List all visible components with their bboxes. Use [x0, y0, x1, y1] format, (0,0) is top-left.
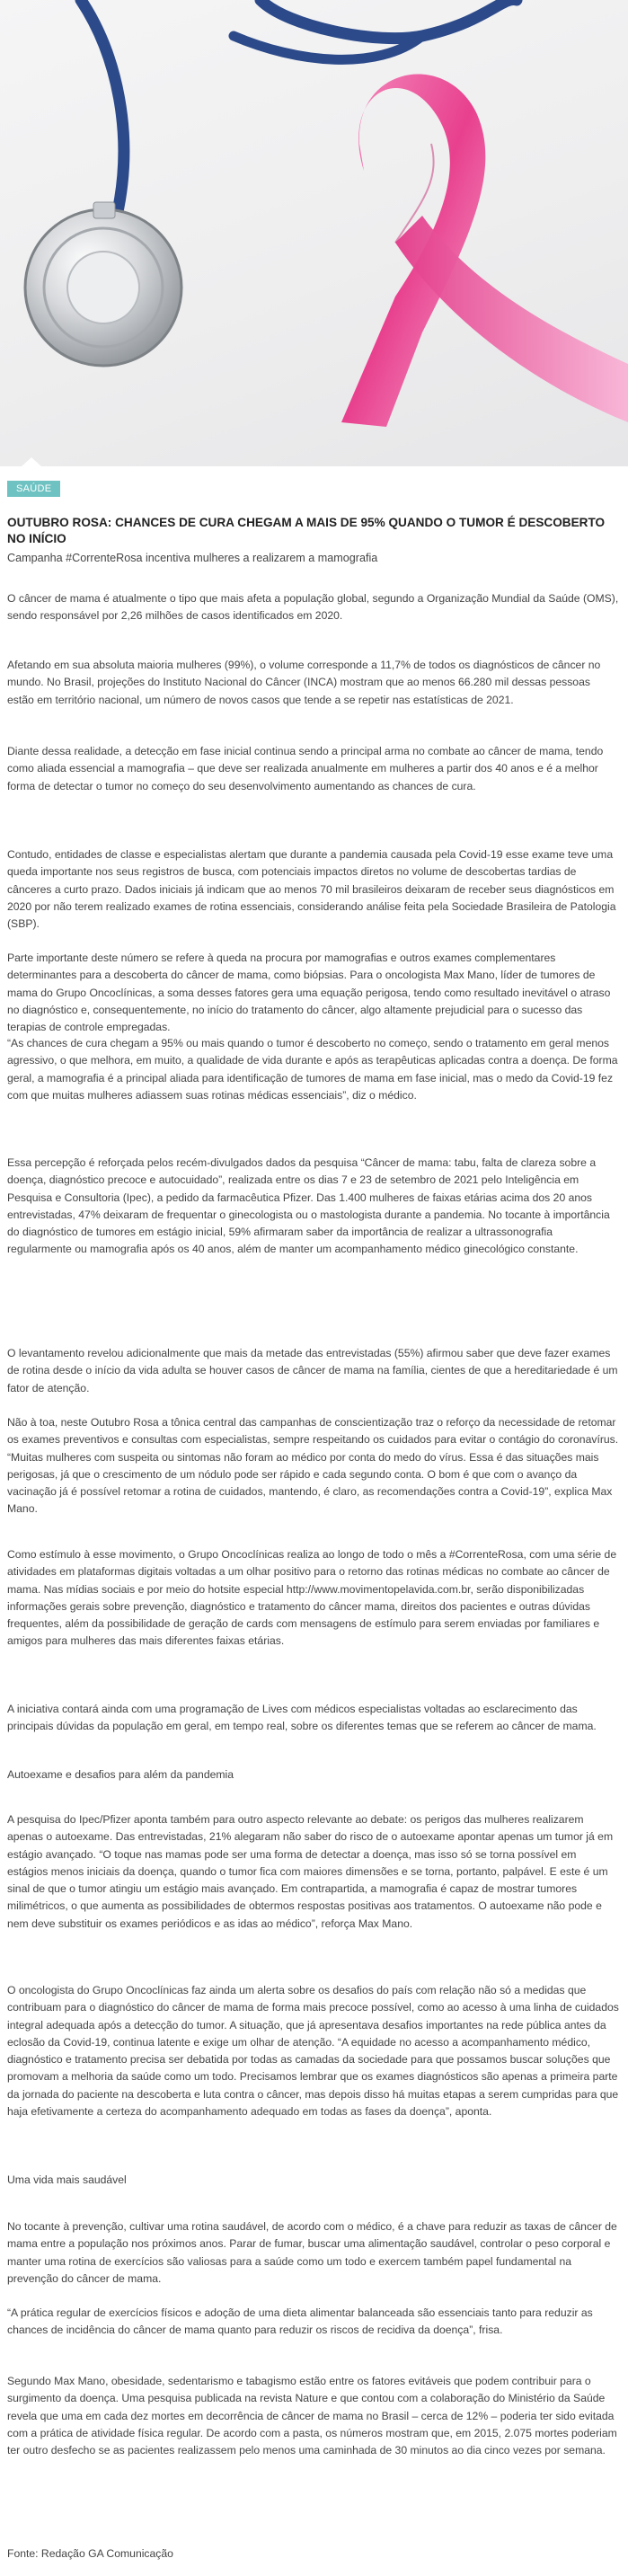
stethoscope-tube [81, 0, 124, 216]
paragraph-4: Contudo, entidades de classe e especialistas alertam que durante a pandemia causada pela Covid-19 esse exame teve uma queda importante nos seus registros de busca, com potenciais impactos diretos no volume de descobertas tardias de cânceres a curto prazo. Dados iniciais já indicam que ao menos 70 mil brasileiros deixaram de receber seus diagnósticos em 2020 por não terem realizado exames de rotina essenciais, considerando análise feita pela Sociedade Brasileira de Patologia (SBP). [7, 848, 616, 931]
paragraph-6: “As chances de cura chegam a 95% ou mais quando o tumor é descoberto no começo, sendo o tratamento em geral menos agressivo, o que melhora, em muito, a qualidade de vida durante e após as terapêuticas aplicadas contra a doença. De forma geral, a mamografia é a principal aliada para identificação de tumores de mama em fase inicial, mas o medo da Covid-19 fez com que muitas mulheres adiassem suas rotinas médicas essenciais”, diz o médico. [7, 1037, 618, 1102]
paragraph-9: Não à toa, neste Outubro Rosa a tônica central das campanhas de conscientização traz o reforço da necessidade de retomar os exames preventivos e consultas com especialistas, sempre respeitando os cuidados para evitar o contágio do coronavírus. “Muitas mulheres com suspeita ou sintomas não foram ao médico por conta do medo do vírus. Essa é das situações mais perigosas, já que o crescimento de um nódulo pode ser rápido e cada segundo conta. O bom é que com o avanço da vacinação já é possível retomar a rotina de cuidados, mantendo, é claro, as recomendações contra a Covid-19”, explica Max Mano. [7, 1416, 619, 1516]
article-subtitle: Campanha #CorrenteRosa incentiva mulheres a realizarem a mamografia [7, 552, 378, 564]
paragraph-15: “A prática regular de exercícios físicos e adoção de uma dieta alimentar balanceada são essenciais tanto para reduzir as chances de incidência do câncer de mama quanto para reduzir os riscos de recidiva da doença”, frisa. [7, 2306, 593, 2337]
paragraph-8: O levantamento revelou adicionalmente que mais da metade das entrevistadas (55%) afirmou saber que deve fazer exames de rotina desde o início da vida adulta se houver casos de câncer de mama na família, cientes de que a hereditariedade é um fator de atenção. [7, 1347, 618, 1394]
pink-ribbon-icon [341, 75, 628, 427]
article-source: Fonte: Redação GA Comunicação [7, 2547, 173, 2560]
paragraph-16: Segundo Max Mano, obesidade, sedentarismo e tabagismo estão entre os fatores evitáveis que podem contribuir para o surgimento da doença. Uma pesquisa publicada na revista Nature e que contou com a colaboração do Ministério da Saúde revela que uma em cada dez mortes em decorrência de câncer de mama no Brasil – cerca de 12% – poderia ter sido evitada com a prática de atividade física regular. De acordo com a pasta, os números mostram que, em 2015, 2.075 mortes poderiam ter outro desfecho se as pacientes realizassem pelo menos uma caminhada de 30 minutos ao dia cinco vezes por semana. [7, 2375, 617, 2457]
category-tag[interactable]: SAÚDE [7, 481, 60, 497]
paragraph-11: A iniciativa contará ainda com uma programação de Lives com médicos especialistas voltadas ao esclarecimento das principais dúvidas da população em geral, em tempo real, sobre os diferentes temas que se referem ao câncer de mama. [7, 1703, 597, 1733]
image-caption-arrow [22, 457, 41, 466]
paragraph-12: A pesquisa do Ipec/Pfizer aponta também para outro aspecto relevante ao debate: os perigos das mulheres realizarem apenas o autoexame. Das entrevistadas, 21% alegaram não saber do risco de o autoexame apontar apenas um tumor já em estágio avançado. “O toque nas mamas pode ser uma forma de detectar a doença, mas isso só se torna possível em estágios menos iniciais da doença, quando o tumor fica com maiores dimensões e se torna, portanto, palpável. E este é um sinal de que o tumor atingiu um estágio mais avançado. Em contrapartida, a mamografia é capaz de mostrar tumores milimétricos, o que aumenta as possibilidades de obtermos respostas positivas aos tratamentos. O autoexame não pode e nem deve substituir os exames periódicos e as idas ao médico”, reforça Max Mano. [7, 1813, 614, 1930]
hero-image [0, 0, 628, 466]
paragraph-10: Como estímulo à esse movimento, o Grupo Oncoclínicas realiza ao longo de todo o mês a #CorrenteRosa, com uma série de atividades em plataformas digitais voltadas a um olhar positivo para o retorno das rotinas médicas no combate ao câncer de mama. Nas mídias sociais e por meio do hotsite especial http://www.movimentopelavida.com.br, serão disponibilizadas informações gerais sobre prevenção, diagnóstico e tratamento do câncer mama, direitos dos pacientes e outras dúvidas frequentes, além da possibilidade de geração de cards com mensagens de estímulo para serem enviadas por familiares e amigos para mulheres das mais diferentes faixas etárias. [7, 1548, 617, 1648]
paragraph-14: No tocante à prevenção, cultivar uma rotina saudável, de acordo com o médico, é a chave para reduzir as taxas de câncer de mama entre a população nos próximos anos. Parar de fumar, buscar uma alimentação saudável, controlar o peso corporal e manter uma rotina de exercícios são valiosas para a saúde como um todo e exercem também papel fundamental na prevenção do câncer de mama. [7, 2220, 617, 2285]
paragraph-3: Diante dessa realidade, a detecção em fase inicial continua sendo a principal arma no combate ao câncer de mama, tendo como aliada essencial a mamografia – que deve ser realizada anualmente em mulheres a partir dos 40 anos e é a melhor forma de detectar o tumor no começo do seu desenvolvimento aumentando as chances de cura. [7, 745, 604, 792]
section-heading-autoexame: Autoexame e desafios para além da pandemia [7, 1768, 234, 1781]
section-heading-vida-saudavel: Uma vida mais saudável [7, 2173, 127, 2186]
paragraph-2: Afetando em sua absoluta maioria mulheres (99%), o volume corresponde a 11,7% de todos os diagnósticos de câncer no mundo. No Brasil, projeções do Instituto Nacional do Câncer (INCA) mostram que ao menos 66.280 mil dessas pessoas estão em território nacional, um número de novos casos que tende a se repetir nas estatísticas de 2021. [7, 659, 601, 706]
paragraph-7: Essa percepção é reforçada pelos recém-divulgados dados da pesquisa “Câncer de mama: tabu, falta de clareza sobre a doença, diagnóstico precoce e autocuidado”, realizada entre os dias 7 e 23 de setembro de 2021 pelo Inteligência em Pesquisa e Consultoria (Ipec), a pedido da farmacêutica Pfizer. Das 1.400 mulheres de faixas etárias acima dos 20 anos entrevistadas, 47% deixaram de frequentar o ginecologista ou o mastologista durante a pandemia. No tocante à importância do diagnóstico de tumores em estágio inicial, 59% afirmaram saber da importância de realizar a ultrassonografia regularmente ou mamografia após os 40 anos, além de manter um acompanhamento médico ginecológico constante. [7, 1156, 610, 1256]
paragraph-1: O câncer de mama é atualmente o tipo que mais afeta a população global, segundo a Organização Mundial da Saúde (OMS), sendo responsável por 2,26 milhões de casos identificados em 2020. [7, 592, 619, 623]
paragraph-5: Parte importante deste número se refere à queda na procura por mamografias e outros exames complementares determinantes para a descoberta do câncer de mama, como biópsias. Para o oncologista Max Mano, líder de tumores de mama do Grupo Oncoclínicas, a soma desses fatores gera uma equação perigosa, tendo como resultado inevitável o atraso no diagnóstico e, consequentemente, no início do tratamento do câncer, algo altamente prejudicial para o sucesso das terapias de controle empregadas. [7, 952, 611, 1034]
article-title: OUTUBRO ROSA: CHANCES DE CURA CHEGAM A MAIS DE 95% QUANDO O TUMOR É DESCOBERTO NO INÍCIO [7, 516, 606, 545]
paragraph-13: O oncologista do Grupo Oncoclínicas faz ainda um alerta sobre os desafios do país com relação não só a medidas que contribuam para o diagnóstico do câncer de mama de forma mais precoce possível, como ao acesso à uma linha de cuidados integral adequada após a detecção do tumor. A situação, que já apresentava desafios importantes na rede pública antes da eclosão da Covid-19, continua latente e exige um olhar de atenção. “A equidade no acesso a acompanhamento médico, diagnóstico e tratamento precisa ser debatida por todas as camadas da sociedade para que possamos buscar soluções que promovam a melhoria da saúde como um todo. Precisamos lembrar que os exames diagnósticos são apenas a primeira parte da jornada do paciente na descoberta e luta contra o câncer, mas depois disso há muitas etapas a serem cumpridas para que haja efetivamente a certeza do acompanhamento adequado em todas as fases da doença”, aponta. [7, 1984, 619, 2119]
